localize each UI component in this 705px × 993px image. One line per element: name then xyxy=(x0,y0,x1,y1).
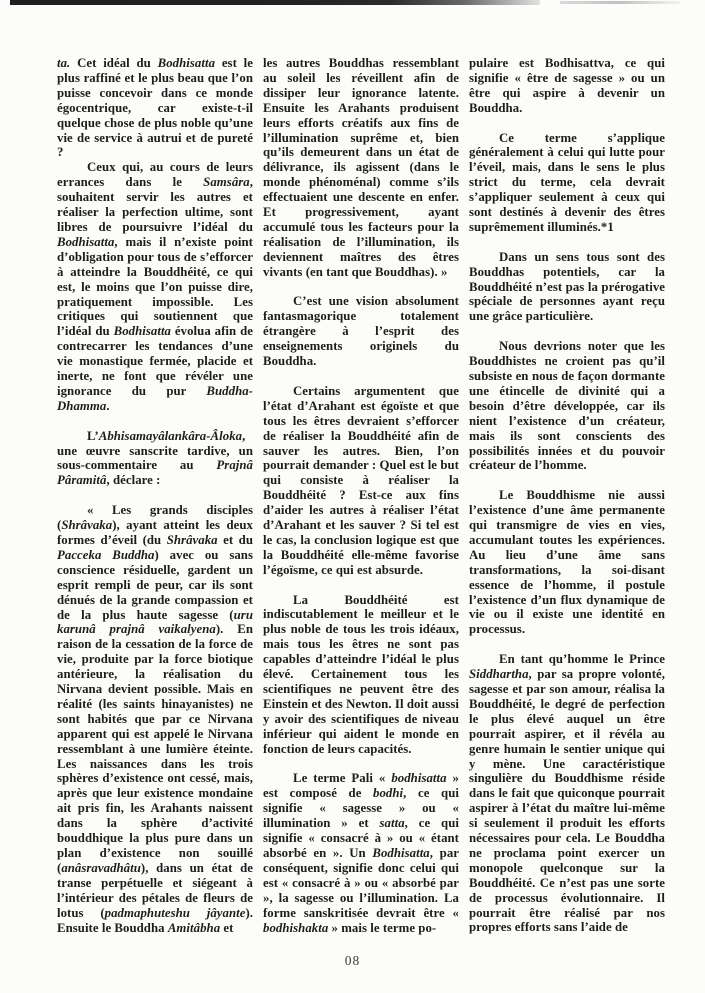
paragraph: Le Bouddhisme nie aussi l’existence d’une âme permanente qui transmigre de vies en vies, accumulant toutes les expériences. Au lieu d’une âme sans transformations, la soi-disant essence de l’homme, il postule l’existence d’un flux dynamique de vie ou il existe une identité en processus. xyxy=(469,488,665,637)
scan-edge-artifact xyxy=(10,0,540,5)
paragraph: Dans un sens tous sont des Bouddhas potentiels, car la Bouddhéité n’est pas la prérogative spéciale de personnes ayant reçu une grâce particulière. xyxy=(469,249,665,324)
text-columns xyxy=(57,56,663,935)
page-number: 08 xyxy=(344,953,361,968)
paragraph: Nous devrions noter que les Bouddhistes ne croient pas qu’il subsiste en nous de façon dormante une étincelle de divinité qui a besoin d’être développée, car ils nient l’existence d’un créateur, mais ils sont conscients des possibilités innées et du pouvoir créateur de l’homme. xyxy=(469,339,665,473)
text-column-3 xyxy=(469,56,665,935)
paragraph: ta. Cet idéal du Bodhisatta est le plus raffiné et le plus beau que l’on puisse concevoir dans ce monde égocentrique, car existe-t-il quelque chose de plus noble qu’une vie de service à autrui et de pureté ? xyxy=(57,56,253,160)
paragraph: Le terme Pali « bodhisatta » est composé de bodhi, ce qui signifie « sagesse » ou « illumination » et satta, ce qui signifie « consacré à » ou « étant absorbé en ». Un Bodhisatta, par conséquent, signifie donc celui qui est « consacré à » ou « absorbé par », la sagesse ou l’illumination. La forme sanskritisée devrait être « bodhishakta » mais le terme po- xyxy=(263,771,460,935)
paragraph: C’est une vision absolument fantasmagorique totalement étrangère à l’esprit des enseignements originels du Bouddha. xyxy=(263,294,459,369)
paragraph: Certains argumentent que l’état d’Arahant est égoïste et que tous les êtres devraient s’efforcer de réaliser la Bouddhéité afin de sauver les autres. Bien, l’on pourrait demander : Quel est le but qui consiste à réaliser la Bouddhéité ? Est-ce aux fins d’aider les autres à réaliser l’état d’Arahant et les sauver ? Si tel est le cas, la conclusion logique est que la Bouddhéité elle-même favorise l’égoïsme, ce qui est absurde. xyxy=(263,383,459,577)
paragraph: pulaire est Bodhisattva, ce qui signifie « être de sagesse » ou un être qui aspire à devenir un Bouddha. xyxy=(469,56,665,115)
paragraph: La Bouddhéité est indiscutablement le meilleur et le plus noble de tous les trois idéaux, mais tous les êtres ne sont pas capables d’atteindre l’idéal le plus élevé. Certainement tous les scientifiques ne peuvent être des Einstein et des Newton. Il doit aussi y avoir des scientifiques de niveau inférieur qui aident le monde en fonction de leurs capacités. xyxy=(263,592,459,756)
paragraph: « Les grands disciples (Shrâvaka), ayant atteint les deux formes d’éveil (du Shrâvaka et du Pacceka Buddha) avec ou sans conscience résiduelle, gardent un esprit rempli de peur, car ils sont dénués de la grande compassion et de la plus haute sagesse (uru karunâ prajnâ vaikalyena). En raison de la cessation de la force de vie, produite par la force biotique antérieure, la réalisation du Nirvana devient possible. Mais en réalité (les saints hinayanistes) ne sont habités que par ce Nirvana apparent qui est appelé le Nirvana ressemblant à une lumière éteinte. Les naissances dans les trois sphères d’existence ont cessé, mais, après que leur existence mondaine ait pris fin, les Arahants naissent dans la sphère d’activité bouddhique la plus pure dans un plan d’existence non souillé (anâsravadhâtu), dans un état de transe perpétuelle et siégeant à l’intérieur des pétales de fleurs de lotus (padmaphuteshu jâyante). Ensuite le Bouddha Amitâbha et xyxy=(57,503,254,935)
scan-edge-artifact-faint xyxy=(560,1,680,4)
text-column-1 xyxy=(57,56,253,935)
text-column-2 xyxy=(263,56,459,935)
paragraph: L’Abhisamayâlankâra-Âloka, une œuvre sanscrite tardive, un sous-commentaire au Prajnâ Pâramitâ, déclare : xyxy=(57,428,253,488)
paragraph: les autres Bouddhas ressemblant au soleil les réveillent afin de dissiper leur ignorance latente. Ensuite les Arahants produisent leurs efforts créatifs aux fins de l’illumination suprême et, bien qu’ils demeurent dans un état de délivrance, ils agissent (dans le monde phénoménal) comme s’ils effectuaient une descente en enfer. Et progressivement, ayant accumulé tous les facteurs pour la réalisation de l’illumination, ils deviennent maîtres des êtres vivants (en tant que Bouddhas). » xyxy=(263,56,459,279)
paragraph: Ce terme s’applique généralement à celui qui lutte pour l’éveil, mais, dans le sens le plus strict du terme, cela devrait s’appliquer seulement à ceux qui sont destinés à devenir des êtres suprêmement illuminés.*1 xyxy=(469,130,665,234)
paragraph: Ceux qui, au cours de leurs errances dans le Samsâra, souhaitent servir les autres et réaliser la perfection ultime, sont libres de poursuivre l’idéal du Bodhisatta, mais il n’existe point d’obligation pour tous de s’efforcer à atteindre la Bouddhéité, ce qui est, le moins que l’on puisse dire, pratiquement impossible. Les critiques qui soutiennent que l’idéal du Bodhisatta évolua afin de contrecarrer les tendances d’une vie monastique fermée, placide et inerte, ne font que révéler une ignorance du pur Buddha-Dhamma. xyxy=(57,160,253,413)
paragraph: En tant qu’homme le Prince Siddhartha, par sa propre volonté, sagesse et par son amour, réalisa la Bouddhéité, le degré de perfection le plus élevé auquel un être pourrait aspirer, et il révéla au genre humain le sentier unique qui y mène. Une caractéristique singulière du Bouddhisme réside dans le fait que quiconque pourrait aspirer à l’état du maître lui-même si seulement il produit les efforts nécessaires pour cela. Le Bouddha ne proclama point exercer un monopole quelconque sur la Bouddhéité. Ce n’est pas une sorte de processus évolutionnaire. Il pourrait être réalisé par nos propres efforts sans l’aide de xyxy=(469,652,665,935)
